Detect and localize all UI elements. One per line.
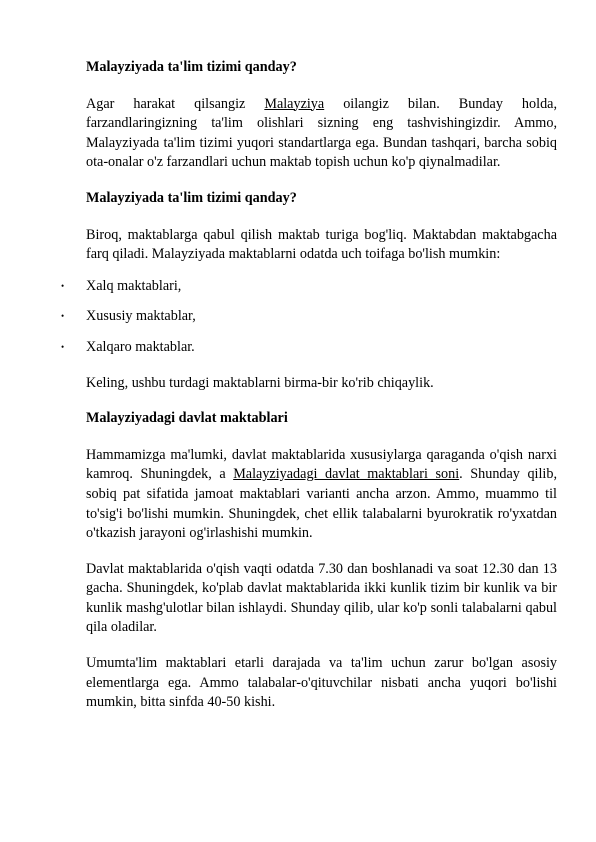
paragraph-text: Hammamizga ma'lumki, davlat maktablarida xususiylarga qaraganda o'qish narxi kamroq. Shuningdek, a xyxy=(86,446,557,483)
public-schools-paragraph xyxy=(86,446,557,544)
list-item xyxy=(61,307,557,327)
school-types-paragraph: Biroq, maktablarga qabul qilish maktab turiga bog'liq. Maktabdan maktabgacha farq qiladi. Malayziyada maktablarni odatda uch toifaga bo'lish mumkin: xyxy=(86,226,557,263)
list-item-text: Xalqaro maktablar. xyxy=(86,338,195,355)
list-item-text: Xalq maktablari, xyxy=(86,277,182,294)
paragraph-text: oilangiz bilan. Bunday holda, farzandlaringizning ta'lim olishlari sizning eng tashvishingizdir. Ammo, Malayziyada ta'lim tizimi yuqori standartlarga ega. Bundan tashqari, barcha sobiq ota-onalar o'z farzandlari uchun maktab topish uchun ko'p qiynalmadilar. xyxy=(86,95,558,171)
intro-paragraph xyxy=(86,95,557,173)
list-item-text: Xususiy maktablar, xyxy=(86,308,196,325)
section-heading: Malayziyada ta'lim tizimi qanday? xyxy=(86,59,297,75)
school-types-list xyxy=(61,277,557,358)
public-schools-count-link[interactable]: Malayziyadagi davlat maktablari soni xyxy=(233,466,460,483)
bullet-icon: • xyxy=(61,280,65,291)
paragraph-text: Agar harakat qilsangiz xyxy=(86,95,265,112)
transition-paragraph: Keling, ushbu turdagi maktablarni birma-bir ko'rib chiqaylik. xyxy=(86,374,434,391)
school-resources-paragraph: Umumta'lim maktablari etarli darajada va ta'lim uchun zarur bo'lgan asosiy elementlarga ega. Ammo talabalar-o'qituvchilar nisbati ancha yuqori bo'lishi mumkin, bitta sinfda 40-50 kishi. xyxy=(86,655,557,711)
section-heading: Malayziyadagi davlat maktablari xyxy=(86,410,288,427)
bullet-icon: • xyxy=(61,311,65,322)
list-item xyxy=(61,277,557,297)
bullet-icon: • xyxy=(61,341,65,352)
malayziya-link[interactable]: Malayziya xyxy=(264,95,325,112)
article-body xyxy=(61,58,558,729)
paragraph-text: . Shunday qilib, sobiq pat sifatida jamoat maktablari varianti ancha arzon. Ammo, muammo til to'sig'i bo'lishi mumkin. Shuningdek, chet ellik talabalarni byurokratik ro'yxatdan o'tkazish jarayoni og'irlashishi mumkin. xyxy=(86,466,558,542)
list-item xyxy=(61,338,557,358)
school-hours-paragraph: Davlat maktablarida o'qish vaqti odatda 7.30 dan boshlanadi va soat 12.30 dan 13 gacha. Shuningdek, ko'plab davlat maktablarida ikki kunlik tizim bir kunlik va bir kunlik mashg'ulotlar bilan ishlaydi. Shunday qilib, ular ko'p sonli talabalarni qabul qila oladilar. xyxy=(86,560,557,636)
section-heading: Malayziyada ta'lim tizimi qanday? xyxy=(86,189,297,206)
